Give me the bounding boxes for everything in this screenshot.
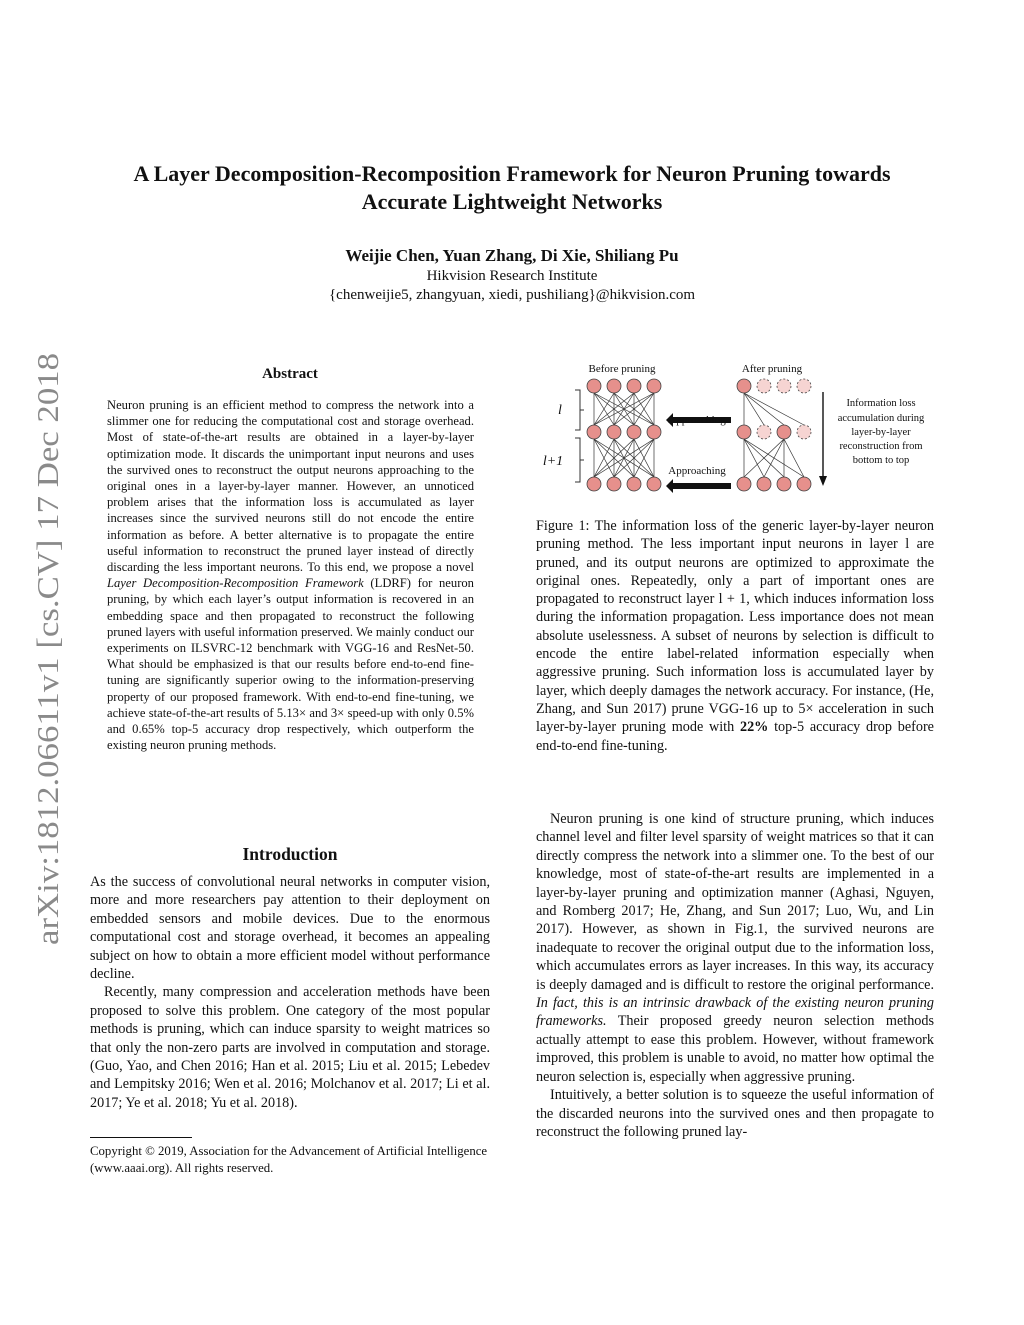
neuron-before-pruning [647,425,661,439]
neuron-before-pruning [607,425,621,439]
right-column-body [536,810,934,1141]
email: {chenweijie5, zhangyuan, xiedi, pushiliang}@hikvision.com [328,287,696,303]
caption-text-end: top-5 accuracy drop before end-to-end fine-tuning. [536,719,934,754]
information-loss-arrowhead [819,476,827,486]
neuron-before-pruning [607,477,621,491]
arxiv-stamp [8,350,78,945]
after-pruning-label: After pruning [741,363,803,375]
neuron-after-pruning [737,425,751,439]
neuron-after-pruning [737,477,751,491]
approaching-label-bottom: Approaching [668,465,726,477]
network-edge [744,393,804,425]
arxiv-stamp-text: arXiv:1812.06611v1 [cs.CV] 17 Dec 2018 [30,417,65,945]
info-line-4: reconstruction from [839,441,923,452]
network-edge [744,393,784,425]
layer-l-brace [575,390,584,430]
affiliation: Hikvision Research Institute [426,268,598,284]
copyright-footnote: Copyright © 2019, Association for the Advancement of Artificial Intelligence (www.aaai.org). All rights reserved. [90,1144,488,1175]
abstract-text-part1: Neuron pruning is an efficient method to compress the network into a slimmer one for reducing the computational cost and storage overhead. Most of state-of-the-art results are obtained in a layer-by-layer optimization mode. It discards the unimportant input neurons and uses the survived ones to reconstruct the output neurons approaching to the original ones in a layer-by-layer manner. However, an unnoticed problem arises that the information loss is accumulated as layer increases since the survived neurons still do not encode the entire information as before. A better alternative is to propagate the entire useful information to reconstruct the pruned layer instead of directly discarding the less important neurons. To this end, we propose a novel [107,398,474,575]
info-line-5: bottom to top [852,455,910,466]
abstract-text [107,397,474,753]
network-edge [744,439,764,477]
layer-l-plus-1-brace [575,438,584,482]
before-pruning-label: Before pruning [588,363,656,375]
caption-bold-value: 22% [739,719,769,736]
neuron-before-pruning [647,379,661,393]
authors: Weijie Chen, Yuan Zhang, Di Xie, Shiliang Pu [345,246,679,265]
neuron-after-pruning [757,477,771,491]
neuron-before-pruning [587,425,601,439]
layer-l-label: l [558,403,562,418]
introduction-body [90,873,490,1112]
right-paragraph-1-emphasis: In fact, this is an intrinsic drawback of the existing neuron pruning frameworks. [536,995,934,1030]
figure-1-caption [536,517,934,755]
right-paragraph-1 [536,810,934,1086]
caption-text: Figure 1: The information loss of the generic layer-by-layer neuron pruning method. The less important input neurons in layer l are pruned, and its output neurons are optimized to approximate the original ones. Repeatedly, only a part of important ones are propagated to reconstruct layer l + 1, which induces information loss during the information propagation. Less importance does not mean absolute uselessness. A subset of neurons by selection is difficult to encode the entire label-related information especially when aggressive pruning. Such information loss is accumulated layer by layer, which deeply damages the network accuracy. For instance, (He, Zhang, and Sun 2017) prune VGG-16 up to 5× acceleration in such layer-by-layer pruning mode with [536,518,934,736]
intro-paragraph-2: Recently, many compression and acceleration methods have been proposed to solve this problem. One category of the most popular methods is pruning, which can induce sparsity to weight matrices so that only the non-zero parts are involved in computation and storage. (Guo, Yao, and Chen 2016; Han et al. 2015; Liu et al. 2015; Lebedev and Lempitsky 2016; Wen et al. 2016; Molchanov et al. 2017; Li et al. 2017; Ye et al. 2018; Yu et al. 2018). [90,984,490,1111]
info-line-3: layer-by-layer [851,427,911,438]
footnote-rule [90,1137,192,1138]
figure-1 [536,358,936,503]
neuron-before-pruning [607,379,621,393]
neuron-after-pruning [777,425,791,439]
neuron-before-pruning [587,477,601,491]
neuron-before-pruning [627,425,641,439]
neuron-before-pruning [627,477,641,491]
right-paragraph-1-part2: Their proposed greedy neuron selection methods actually attempt to ease this problem. However, without framework improved, this problem is unable to avoid, no matter how optimal the neuron selection is, especially when aggressive pruning. [536,1013,934,1085]
pruned-neuron [757,379,771,393]
intro-paragraph-1: As the success of convolutional neural networks in computer vision, more and more researchers pay attention to their deployment on embedded sensors and mobile devices. Due to the enormous computational cost and storage overhead, it becomes an appealing subject on how to obtain a more efficient model without performance decline. [90,874,490,983]
neuron-before-pruning [627,379,641,393]
info-line-2: accumulation during [837,413,925,424]
abstract-framework-name: Layer Decomposition-Recomposition Framework [107,576,364,591]
neuron-before-pruning [647,477,661,491]
info-line-1: Information loss [846,398,916,409]
pruned-neuron [777,379,791,393]
network-edge [744,393,764,425]
neuron-after-pruning [777,477,791,491]
introduction-heading: Introduction [242,844,338,864]
approaching-arrow-bottom [666,479,731,493]
approaching-label-top: Approaching [668,414,726,426]
neuron-after-pruning [737,379,751,393]
abstract-text-part2: (LDRF) for neuron pruning, by which each layer’s output information is recovered in an embedding space and then propagated to reconstruct the following pruned layers with useful information preserved. We mainly conduct our experiments on ILSVRC-12 benchmark with VGG-16 and ResNet-50. What should be emphasized is that our results before end-to-end fine-tuning are significantly superior owing to the information-preserving property of our proposed framework. With end-to-end fine-tuning, we achieve state-of-the-art results of 5.13× and 3× speed-up with only 0.5% and 0.65% top-5 accuracy drop respectively, which outperform the existing neuron pruning methods. [107,576,474,753]
right-paragraph-2: Intuitively, a better solution is to squeeze the useful information of the discarded neurons into the survived ones and then propagate to reconstruct the following pruned lay- [536,1087,934,1140]
right-paragraph-1-part1: Neuron pruning is one kind of structure pruning, which induces channel level and filter level sparsity of weight matrices so that it can directly compress the network into a slimmer one. To the best of our knowledge, most of state-of-the-art results are implemented in a layer-by-layer pruning and optimization manner (Aghasi, Nguyen, and Romberg 2017; He, Zhang, and Sun 2017; Luo, Wu, and Lin 2017). However, as shown in Fig.1, the survived neurons are inadequate to recover the original output due to the information loss, which accumulates errors as layer increases. In this way, its accuracy is deeply damaged and is difficult to restore the original performance. [536,811,934,993]
pruned-neuron [757,425,771,439]
network-edge [784,439,804,477]
layer-l-plus-1-label: l+1 [542,454,564,469]
abstract-heading: Abstract [262,366,318,382]
pruned-neuron [797,425,811,439]
neuron-after-pruning [797,477,811,491]
paper-title [60,160,964,216]
title-line-1: A Layer Decomposition-Recomposition Framework for Neuron Pruning towards [133,161,891,186]
title-line-2: Accurate Lightweight Networks [361,189,663,214]
network-edge [764,439,784,477]
neuron-before-pruning [587,379,601,393]
information-loss-note [838,398,925,466]
pruned-neuron [797,379,811,393]
